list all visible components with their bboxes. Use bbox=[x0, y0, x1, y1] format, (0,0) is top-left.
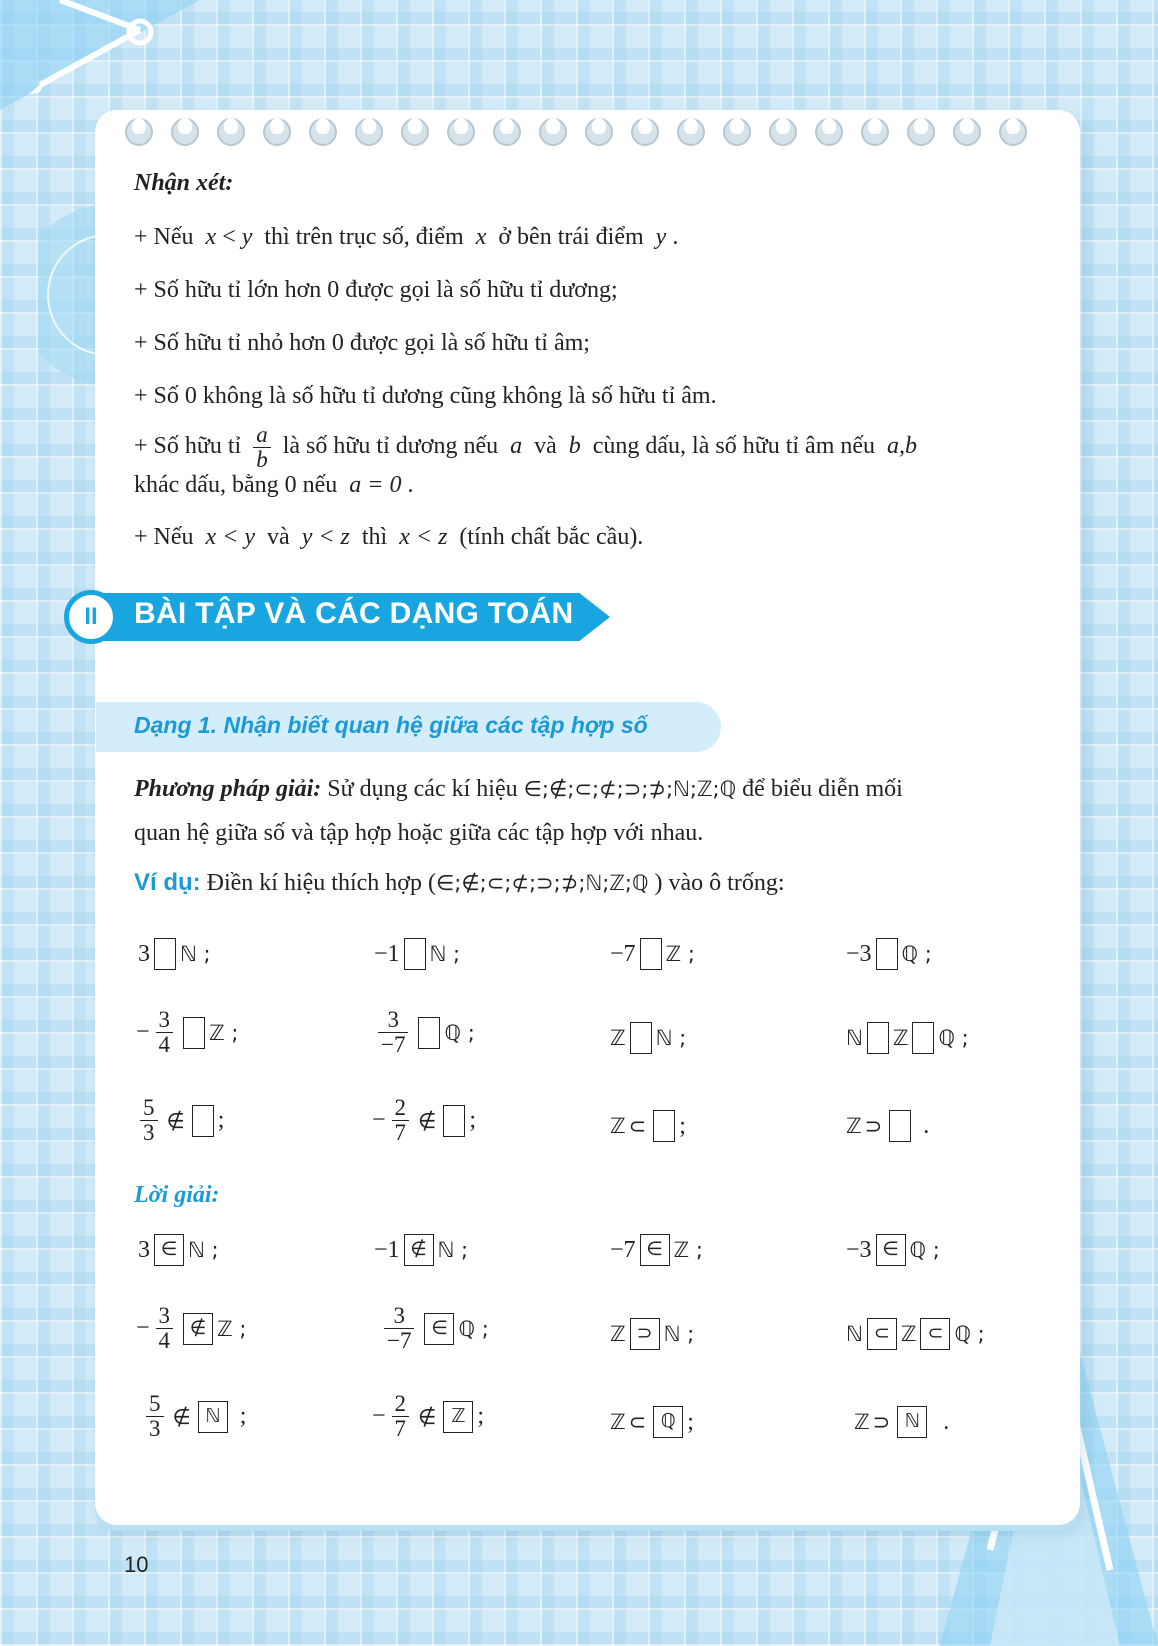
subset-symbol: ⊂ bbox=[628, 1410, 647, 1434]
number: 3 bbox=[138, 1236, 150, 1263]
set-symbol: ℕ ; bbox=[180, 942, 211, 966]
not-element-symbol: ∉ bbox=[172, 1404, 191, 1429]
fraction bbox=[392, 1392, 410, 1441]
punct: . bbox=[943, 1408, 950, 1435]
remark-title: Nhận xét: bbox=[134, 170, 234, 196]
spiral-ring bbox=[631, 118, 659, 146]
example-line bbox=[134, 868, 785, 898]
math-expr: y < z bbox=[301, 524, 350, 550]
set-symbol: ℚ ; bbox=[954, 1322, 985, 1346]
text: Sử dụng các kí hiệu bbox=[327, 776, 518, 802]
math-expr: x < z bbox=[399, 524, 448, 550]
spiral-ring bbox=[907, 118, 935, 146]
numerator: a bbox=[253, 423, 271, 448]
set-symbol: ℚ ; bbox=[938, 1026, 969, 1050]
exercise-item bbox=[374, 938, 460, 970]
superset-symbol: ⊃ bbox=[872, 1410, 891, 1434]
solution-item bbox=[378, 1304, 489, 1353]
answer-box-filled: ⊃ bbox=[630, 1318, 660, 1350]
answer-box-filled: ∉ bbox=[404, 1234, 434, 1266]
spiral-ring bbox=[309, 118, 337, 146]
fraction bbox=[392, 1096, 410, 1145]
spiral-ring bbox=[999, 118, 1027, 146]
set-symbol: ℤ bbox=[854, 1410, 870, 1434]
answer-box-filled: ℕ bbox=[897, 1406, 927, 1438]
fraction bbox=[156, 1304, 174, 1353]
minus-sign: − bbox=[136, 1019, 150, 1045]
text: + Nếu bbox=[134, 224, 194, 250]
denominator: 3 bbox=[149, 1416, 161, 1441]
not-element-symbol: ∉ bbox=[418, 1108, 437, 1133]
solution-item bbox=[610, 1234, 703, 1266]
spiral-ring bbox=[953, 118, 981, 146]
answer-box-filled: ℕ bbox=[198, 1401, 228, 1433]
exercise-item bbox=[372, 1008, 475, 1057]
answer-box[interactable] bbox=[876, 938, 898, 970]
set-symbol: ℤ bbox=[610, 1026, 626, 1050]
set-symbol: ℕ ; bbox=[663, 1322, 695, 1346]
text: . bbox=[672, 224, 679, 250]
numerator: 5 bbox=[146, 1392, 164, 1417]
math-var: a bbox=[510, 433, 523, 459]
spiral-ring bbox=[171, 118, 199, 146]
minus-sign: − bbox=[372, 1403, 386, 1429]
exercise-item bbox=[136, 1008, 238, 1057]
subset-symbol: ⊂ bbox=[628, 1114, 647, 1138]
numerator: 2 bbox=[392, 1392, 410, 1417]
symbol-list: ∈;∉;⊂;⊄;⊃;⊅;ℕ;ℤ;ℚ bbox=[435, 871, 649, 895]
set-symbol: ℤ bbox=[900, 1322, 917, 1346]
spiral-ring bbox=[769, 118, 797, 146]
section-number-badge: II bbox=[64, 590, 118, 644]
spiral-ring bbox=[815, 118, 843, 146]
set-symbol: ℚ ; bbox=[901, 942, 932, 966]
remark-line-1 bbox=[134, 222, 678, 252]
number: −7 bbox=[610, 1236, 636, 1263]
spiral-ring bbox=[677, 118, 705, 146]
answer-box[interactable] bbox=[192, 1105, 214, 1137]
set-symbol: ℤ bbox=[846, 1114, 862, 1138]
exercise-item bbox=[846, 938, 932, 970]
spiral-ring bbox=[861, 118, 889, 146]
numerator: 2 bbox=[392, 1096, 410, 1121]
math-var: x bbox=[475, 224, 487, 250]
spiral-ring bbox=[447, 118, 475, 146]
not-element-symbol: ∉ bbox=[166, 1108, 185, 1133]
solution-item bbox=[846, 1318, 985, 1350]
number: −1 bbox=[374, 940, 400, 967]
spiral-ring bbox=[539, 118, 567, 146]
answer-box[interactable] bbox=[443, 1105, 465, 1137]
text: thì trên trục số, điểm bbox=[264, 224, 464, 250]
answer-box-filled: ⊂ bbox=[867, 1318, 897, 1350]
not-element-symbol: ∉ bbox=[418, 1404, 437, 1429]
answer-box[interactable] bbox=[404, 938, 426, 970]
punct: ; bbox=[477, 1403, 485, 1429]
answer-box-filled: ℤ bbox=[443, 1401, 473, 1433]
answer-box[interactable] bbox=[867, 1022, 889, 1054]
number: −7 bbox=[610, 940, 636, 967]
remark-line-5 bbox=[134, 418, 923, 474]
answer-box-filled: ∈ bbox=[876, 1234, 906, 1266]
set-symbol: ℕ ; bbox=[655, 1026, 687, 1050]
denominator: −7 bbox=[381, 1032, 406, 1057]
remark-line-4: + Số 0 không là số hữu tỉ dương cũng không là số hữu tỉ âm. bbox=[134, 383, 717, 409]
set-symbol: ℤ bbox=[892, 1026, 909, 1050]
page-number: 10 bbox=[124, 1552, 149, 1577]
set-symbol: ℤ bbox=[610, 1322, 626, 1346]
answer-box[interactable] bbox=[889, 1110, 911, 1142]
set-symbol: ℚ ; bbox=[909, 1238, 940, 1262]
fraction bbox=[378, 1008, 408, 1057]
solution-item bbox=[140, 1392, 246, 1441]
answer-box-filled: ∈ bbox=[154, 1234, 184, 1266]
spiral-ring bbox=[263, 118, 291, 146]
number: −1 bbox=[374, 1236, 400, 1263]
text: và bbox=[534, 433, 557, 459]
numerator: 3 bbox=[384, 1304, 414, 1329]
solution-item bbox=[138, 1234, 219, 1266]
exercise-item bbox=[610, 1110, 686, 1142]
text: . bbox=[407, 472, 414, 498]
fraction-a-b bbox=[253, 423, 271, 472]
answer-box[interactable] bbox=[183, 1017, 205, 1049]
fraction bbox=[156, 1008, 174, 1057]
math-var: a,b bbox=[887, 433, 918, 459]
remark-line-7 bbox=[134, 522, 643, 552]
solution-item bbox=[610, 1318, 694, 1350]
text: để biểu diễn mối bbox=[742, 776, 903, 802]
remark-line-2: + Số hữu tỉ lớn hơn 0 được gọi là số hữu tỉ dương; bbox=[134, 277, 618, 303]
set-symbol: ℤ ; bbox=[673, 1238, 703, 1262]
punct: ; bbox=[469, 1107, 477, 1133]
spiral-ring bbox=[401, 118, 429, 146]
solution-item bbox=[372, 1392, 484, 1441]
number: −3 bbox=[846, 1236, 872, 1263]
solution-label: Lời giải: bbox=[134, 1182, 220, 1208]
set-symbol: ℕ bbox=[846, 1322, 863, 1346]
text: Điền kí hiệu thích hợp ( bbox=[206, 870, 436, 896]
punct: ; bbox=[217, 1107, 225, 1133]
solution-item bbox=[610, 1406, 694, 1438]
text: + Nếu bbox=[134, 524, 194, 550]
exercise-item bbox=[846, 1110, 929, 1142]
numerator: 5 bbox=[140, 1096, 158, 1121]
set-symbol: ℚ ; bbox=[458, 1316, 489, 1341]
fraction bbox=[384, 1304, 414, 1353]
solution-item bbox=[374, 1234, 468, 1266]
spiral-ring bbox=[723, 118, 751, 146]
remark-line-3: + Số hữu tỉ nhỏ hơn 0 được gọi là số hữu tỉ âm; bbox=[134, 330, 590, 356]
numerator: 3 bbox=[156, 1304, 174, 1329]
text: thì bbox=[361, 524, 388, 550]
exercise-item bbox=[610, 1022, 686, 1054]
punct: ; bbox=[239, 1403, 247, 1429]
text: cùng dấu, là số hữu tỉ âm nếu bbox=[592, 433, 876, 459]
fraction bbox=[146, 1392, 164, 1441]
fraction bbox=[140, 1096, 158, 1145]
set-symbol: ℤ ; bbox=[217, 1316, 247, 1341]
math-expr: a = 0 bbox=[349, 472, 402, 498]
method-line-2: quan hệ giữa số và tập hợp hoặc giữa các tập hợp với nhau. bbox=[134, 820, 704, 846]
denominator: 4 bbox=[158, 1032, 171, 1057]
math-op: < bbox=[222, 224, 236, 250]
solution-item bbox=[846, 1234, 940, 1266]
minus-sign: − bbox=[372, 1107, 386, 1133]
answer-box[interactable] bbox=[653, 1110, 675, 1142]
method-label: Phương pháp giải: bbox=[134, 776, 322, 802]
denominator: 4 bbox=[158, 1328, 171, 1353]
answer-box-filled: ∉ bbox=[183, 1313, 213, 1345]
math-var: x bbox=[205, 224, 217, 250]
math-var: y bbox=[655, 224, 667, 250]
denominator: b bbox=[256, 446, 268, 472]
spiral-rings bbox=[125, 118, 1055, 146]
denominator: 7 bbox=[394, 1120, 407, 1145]
numerator: 3 bbox=[378, 1008, 408, 1033]
number: 3 bbox=[138, 940, 150, 967]
set-symbol: ℤ bbox=[610, 1114, 626, 1138]
spiral-ring bbox=[355, 118, 383, 146]
numerator: 3 bbox=[156, 1008, 174, 1033]
text: là số hữu tỉ dương nếu bbox=[282, 433, 499, 459]
compass-decoration-top bbox=[0, 0, 210, 120]
denominator: −7 bbox=[387, 1328, 412, 1353]
number: −3 bbox=[846, 940, 872, 967]
form-title: Dạng 1. Nhận biết quan hệ giữa các tập hợp số bbox=[134, 712, 648, 738]
method-line-1 bbox=[134, 774, 903, 804]
solution-item bbox=[136, 1304, 246, 1353]
answer-box-filled: ∈ bbox=[424, 1313, 454, 1345]
example-label: Ví dụ: bbox=[134, 869, 201, 896]
spiral-ring bbox=[125, 118, 153, 146]
text: ) vào ô trống: bbox=[654, 870, 785, 896]
set-symbol: ℕ ; bbox=[429, 942, 461, 966]
set-symbol: ℤ ; bbox=[209, 1020, 239, 1045]
exercise-item bbox=[372, 1096, 476, 1145]
section-title: BÀI TẬP VÀ CÁC DẠNG TOÁN bbox=[134, 597, 574, 630]
punct: ; bbox=[679, 1112, 686, 1139]
spiral-ring bbox=[585, 118, 613, 146]
exercise-item bbox=[134, 1096, 224, 1145]
answer-box[interactable] bbox=[630, 1022, 652, 1054]
set-symbol: ℕ bbox=[846, 1026, 863, 1050]
answer-box[interactable] bbox=[912, 1022, 934, 1054]
math-var: y bbox=[241, 224, 253, 250]
remark-line-6 bbox=[134, 470, 413, 500]
superset-symbol: ⊃ bbox=[864, 1114, 883, 1138]
punct: ; bbox=[687, 1408, 694, 1435]
math-var: b bbox=[568, 433, 581, 459]
set-symbol: ℕ ; bbox=[188, 1238, 219, 1262]
text: và bbox=[267, 524, 290, 550]
punct: . bbox=[923, 1112, 930, 1139]
text: ở bên trái điểm bbox=[498, 224, 644, 250]
text: (tính chất bắc cầu). bbox=[459, 524, 644, 550]
exercise-item bbox=[610, 938, 695, 970]
answer-box[interactable] bbox=[640, 938, 662, 970]
text: khác dấu, bằng 0 nếu bbox=[134, 472, 338, 498]
set-symbol: ℤ bbox=[610, 1410, 626, 1434]
set-symbol: ℤ ; bbox=[665, 942, 695, 966]
denominator: 7 bbox=[394, 1416, 407, 1441]
answer-box[interactable] bbox=[154, 938, 176, 970]
answer-box[interactable] bbox=[418, 1017, 440, 1049]
exercise-item bbox=[138, 938, 211, 970]
symbol-list: ∈;∉;⊂;⊄;⊃;⊅;ℕ;ℤ;ℚ bbox=[523, 777, 737, 801]
text: + Số hữu tỉ bbox=[134, 433, 242, 459]
answer-box-filled: ∈ bbox=[640, 1234, 670, 1266]
math-expr: x < y bbox=[205, 524, 256, 550]
answer-box-filled: ℚ bbox=[653, 1406, 683, 1438]
minus-sign: − bbox=[136, 1315, 150, 1341]
answer-box-filled: ⊂ bbox=[920, 1318, 950, 1350]
exercise-item bbox=[846, 1022, 969, 1054]
solution-item bbox=[854, 1406, 949, 1438]
spiral-ring bbox=[217, 118, 245, 146]
spiral-ring bbox=[493, 118, 521, 146]
set-symbol: ℕ ; bbox=[437, 1238, 469, 1262]
denominator: 3 bbox=[143, 1120, 155, 1145]
set-symbol: ℚ ; bbox=[444, 1020, 475, 1045]
